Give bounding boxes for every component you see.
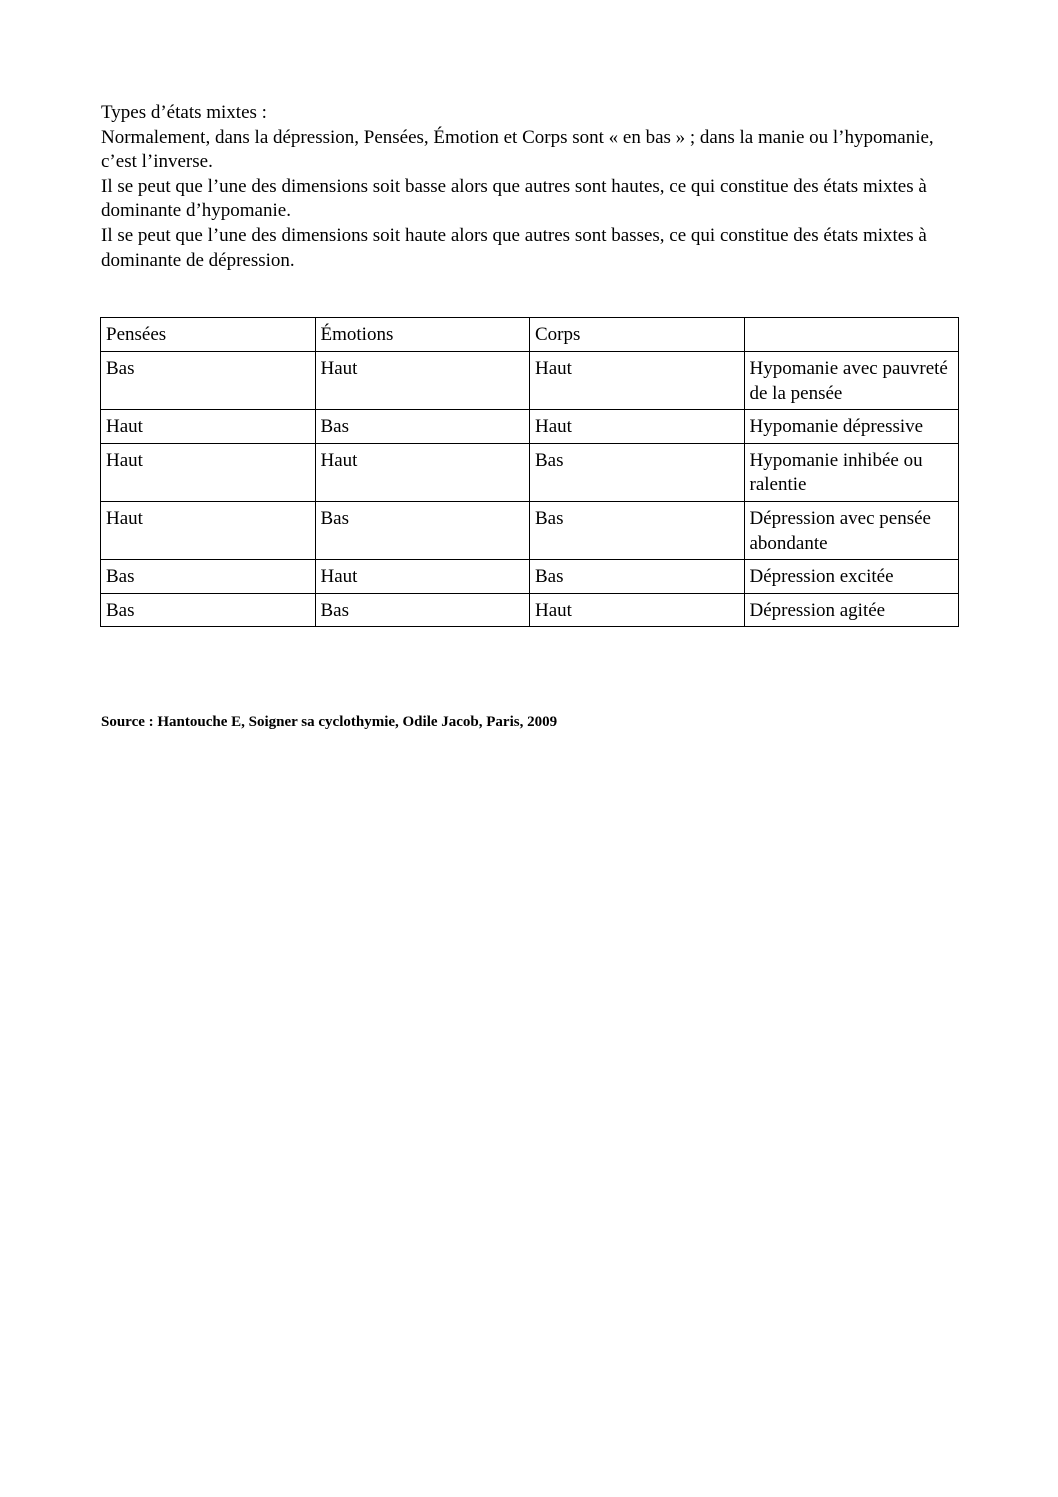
cell-pensees: Bas [101, 560, 316, 594]
header-corps: Corps [530, 318, 745, 352]
cell-emotions: Haut [315, 352, 530, 410]
cell-corps: Haut [530, 352, 745, 410]
intro-paragraph: Normalement, dans la dépression, Pensées, Émotion et Corps sont « en bas » ; dans la manie ou l’hypomanie, c’est l’inverse. [101, 126, 934, 173]
cell-corps: Bas [530, 560, 745, 594]
header-pensees: Pensées [101, 318, 316, 352]
cell-type: Hypomanie avec pauvreté de la pensée [744, 352, 959, 410]
header-type [744, 318, 959, 352]
intro-paragraph: Il se peut que l’une des dimensions soit basse alors que autres sont hautes, ce qui constitue des états mixtes à dominante d’hypomanie. [101, 175, 927, 222]
table-header-row [101, 318, 959, 352]
cell-emotions: Haut [315, 560, 530, 594]
cell-emotions: Bas [315, 501, 530, 559]
table-row [101, 501, 959, 559]
cell-corps: Haut [530, 410, 745, 444]
cell-emotions: Bas [315, 593, 530, 627]
cell-corps: Haut [530, 593, 745, 627]
cell-type: Dépression agitée [744, 593, 959, 627]
cell-corps: Bas [530, 501, 745, 559]
cell-corps: Bas [530, 443, 745, 501]
source-citation: Source : Hantouche E, Soigner sa cyclothymie, Odile Jacob, Paris, 2009 [101, 714, 558, 730]
header-emotions: Émotions [315, 318, 530, 352]
cell-pensees: Haut [101, 501, 316, 559]
cell-pensees: Bas [101, 352, 316, 410]
cell-type: Dépression excitée [744, 560, 959, 594]
cell-pensees: Haut [101, 443, 316, 501]
mixed-states-table [100, 317, 959, 627]
table-row [101, 410, 959, 444]
table-row [101, 352, 959, 410]
intro-text [101, 101, 961, 273]
cell-pensees: Bas [101, 593, 316, 627]
table-row [101, 560, 959, 594]
intro-paragraph: Il se peut que l’une des dimensions soit haute alors que autres sont basses, ce qui constitue des états mixtes à dominante de dépression. [101, 224, 927, 271]
cell-emotions: Bas [315, 410, 530, 444]
cell-type: Dépression avec pensée abondante [744, 501, 959, 559]
table-row [101, 443, 959, 501]
cell-pensees: Haut [101, 410, 316, 444]
cell-type: Hypomanie dépressive [744, 410, 959, 444]
intro-heading: Types d’états mixtes : [101, 102, 267, 123]
cell-type: Hypomanie inhibée ou ralentie [744, 443, 959, 501]
table-row [101, 593, 959, 627]
cell-emotions: Haut [315, 443, 530, 501]
